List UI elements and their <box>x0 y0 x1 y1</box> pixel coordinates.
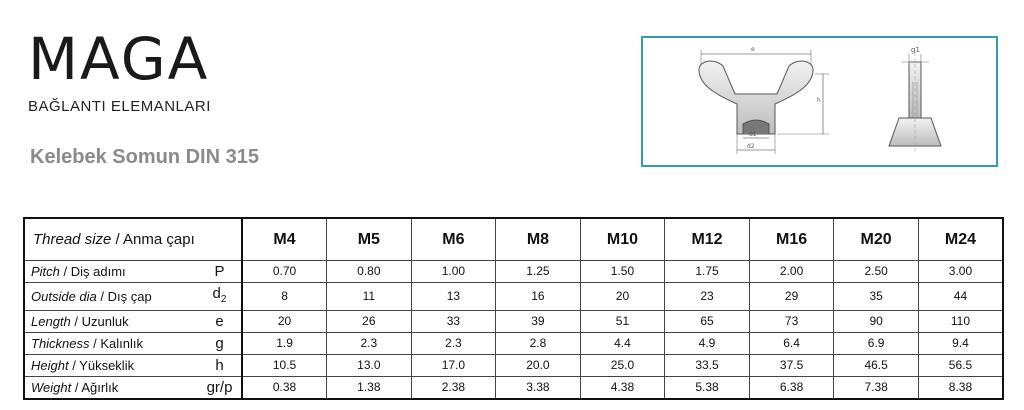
cell: 0.70 <box>242 261 327 283</box>
cell: 23 <box>665 283 750 311</box>
cell: 33.5 <box>665 355 750 377</box>
cell: 2.3 <box>411 333 496 355</box>
dim-h-label: h <box>817 97 821 104</box>
row-symbol: g <box>198 333 242 355</box>
size-header: M6 <box>411 218 496 261</box>
cell: 8 <box>242 283 327 311</box>
cell: 17.0 <box>411 355 496 377</box>
cell: 4.4 <box>580 333 665 355</box>
cell: 1.25 <box>496 261 581 283</box>
cell: 2.3 <box>327 333 412 355</box>
cell: 56.5 <box>918 355 1003 377</box>
cell: 20 <box>580 283 665 311</box>
table-row <box>24 333 1003 355</box>
cell: 4.9 <box>665 333 750 355</box>
row-symbol: P <box>198 261 242 283</box>
product-title: Kelebek Somun DIN 315 <box>30 146 259 168</box>
cell: 1.38 <box>327 377 412 400</box>
cell: 0.80 <box>327 261 412 283</box>
cell: 13.0 <box>327 355 412 377</box>
cell: 6.4 <box>749 333 834 355</box>
size-header: M10 <box>580 218 665 261</box>
cell: 5.38 <box>665 377 750 400</box>
row-symbol: e <box>198 311 242 333</box>
size-header: M12 <box>665 218 750 261</box>
cell: 10.5 <box>242 355 327 377</box>
cell: 3.00 <box>918 261 1003 283</box>
cell: 90 <box>834 311 919 333</box>
cell: 1.50 <box>580 261 665 283</box>
specification-table <box>23 217 1004 400</box>
row-symbol: $d_2$ <box>198 283 242 311</box>
thread-size-header: Thread size / Anma çapı <box>24 218 242 261</box>
cell: 2.50 <box>834 261 919 283</box>
row-label: Weight / Ağırlık <box>24 377 198 400</box>
cell: 16 <box>496 283 581 311</box>
table-row <box>24 261 1003 283</box>
logo-text: MAGA <box>28 25 210 93</box>
dim-d2-label: d2 <box>747 143 755 150</box>
cell: 2.00 <box>749 261 834 283</box>
cell: 51 <box>580 311 665 333</box>
cell: 6.9 <box>834 333 919 355</box>
size-header: M20 <box>834 218 919 261</box>
wing-nut-drawing <box>643 38 996 165</box>
size-header: M16 <box>749 218 834 261</box>
row-label: Pitch / Diş adımı <box>24 261 198 283</box>
cell: 9.4 <box>918 333 1003 355</box>
cell: 33 <box>411 311 496 333</box>
cell: 20.0 <box>496 355 581 377</box>
logo-tagline: BAĞLANTI ELEMANLARI <box>28 98 211 115</box>
cell: 2.38 <box>411 377 496 400</box>
cell: 20 <box>242 311 327 333</box>
dim-g1-label: g1 <box>911 46 920 54</box>
cell: 1.9 <box>242 333 327 355</box>
table-row <box>24 283 1003 311</box>
technical-drawing <box>641 36 998 167</box>
row-label: Outside dia / Dış çap <box>24 283 198 311</box>
cell: 0.38 <box>242 377 327 400</box>
size-header: M5 <box>327 218 412 261</box>
size-header: M4 <box>242 218 327 261</box>
cell: 6.38 <box>749 377 834 400</box>
table-header-row <box>24 218 1003 261</box>
cell: 39 <box>496 311 581 333</box>
cell: 65 <box>665 311 750 333</box>
size-header: M8 <box>496 218 581 261</box>
size-header: M24 <box>918 218 1003 261</box>
dim-d1-label: d1 <box>749 131 757 138</box>
row-label: Thickness / Kalınlık <box>24 333 198 355</box>
cell: 44 <box>918 283 1003 311</box>
row-label: Height / Yükseklik <box>24 355 198 377</box>
brand-logo <box>28 25 211 115</box>
cell: 2.8 <box>496 333 581 355</box>
cell: 110 <box>918 311 1003 333</box>
cell: 11 <box>327 283 412 311</box>
row-label: Length / Uzunluk <box>24 311 198 333</box>
cell: 3.38 <box>496 377 581 400</box>
cell: 4.38 <box>580 377 665 400</box>
cell: 1.00 <box>411 261 496 283</box>
cell: 13 <box>411 283 496 311</box>
table-row <box>24 377 1003 400</box>
cell: 73 <box>749 311 834 333</box>
row-symbol: gr/p <box>198 377 242 400</box>
cell: 46.5 <box>834 355 919 377</box>
row-symbol: h <box>198 355 242 377</box>
cell: 8.38 <box>918 377 1003 400</box>
table-row <box>24 311 1003 333</box>
cell: 7.38 <box>834 377 919 400</box>
cell: 1.75 <box>665 261 750 283</box>
cell: 25.0 <box>580 355 665 377</box>
cell: 26 <box>327 311 412 333</box>
table-row <box>24 355 1003 377</box>
cell: 29 <box>749 283 834 311</box>
cell: 37.5 <box>749 355 834 377</box>
dim-e-label: e <box>751 46 755 53</box>
cell: 35 <box>834 283 919 311</box>
